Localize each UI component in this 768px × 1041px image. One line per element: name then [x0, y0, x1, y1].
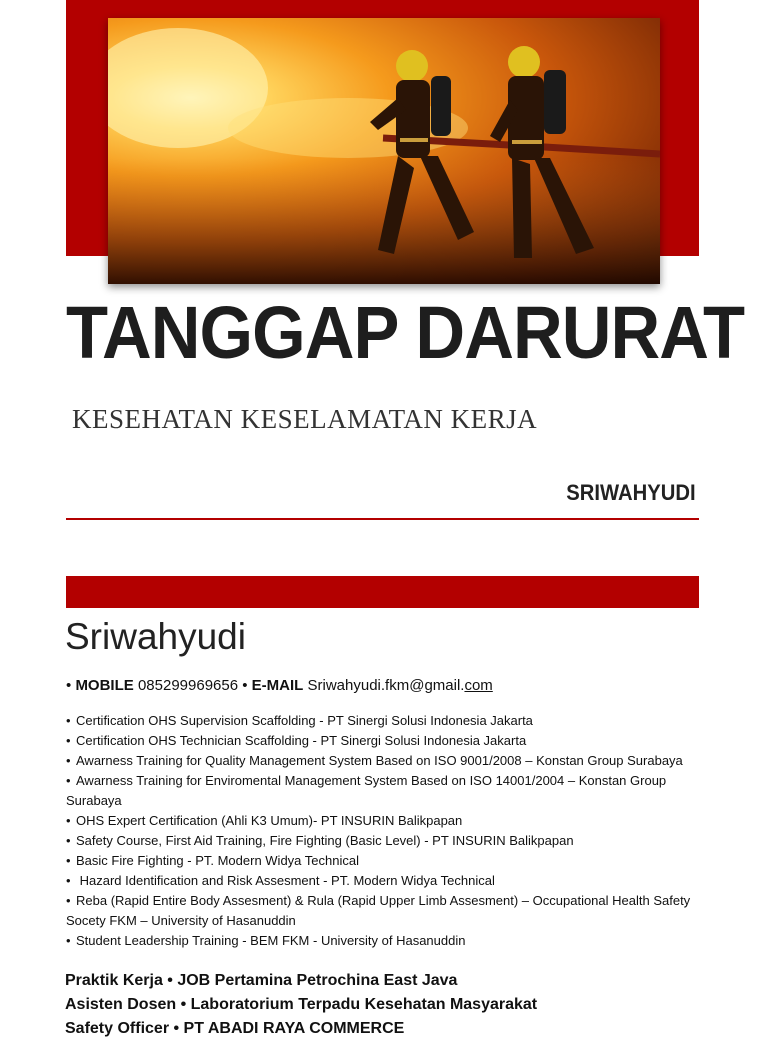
profile-red-bar: [66, 576, 699, 608]
certification-text: Safety Course, First Aid Training, Fire Fighting (Basic Level) - PT INSURIN Balikpapan: [76, 833, 574, 848]
cover-author: SRIWAHYUDI: [566, 480, 696, 505]
certification-text: Reba (Rapid Entire Body Assesment) & Rula (Rapid Upper Limb Assesment) – Occupational Health Safety Socety FKM – University of Hasanuddin: [66, 893, 691, 928]
email-label: E-MAIL: [251, 677, 304, 694]
experience-item: Praktik Kerja • JOB Pertamina Petrochina East Java: [65, 972, 458, 989]
certification-list: [66, 711, 716, 951]
certification-text: Awarness Training for Enviromental Management System Based on ISO 14001/2004 – Konstan Group Surabaya: [66, 773, 667, 808]
certification-text: Student Leadership Training - BEM FKM - University of Hasanuddin: [76, 933, 466, 948]
cover-subtitle: KESEHATAN KESELAMATAN KERJA: [72, 404, 538, 434]
list-item: • Awarness Training for Quality Management System Based on ISO 9001/2008 – Konstan Group Surabaya: [66, 753, 683, 768]
email-user-text: Sriwahyudi.fkm@gmail.: [307, 677, 465, 694]
experience-list: [65, 969, 537, 1041]
firefighter-illustration: [108, 18, 660, 284]
list-item: • Reba (Rapid Entire Body Assesment) & Rula (Rapid Upper Limb Assesment) – Occupational Health Safety Socety FKM – University of Hasanuddin: [66, 893, 691, 928]
cover-title: TANGGAP DARURAT: [66, 291, 745, 374]
contact-separator: •: [242, 677, 248, 694]
mobile-label: MOBILE: [75, 677, 134, 694]
list-item: • Student Leadership Training - BEM FKM - University of Hasanuddin: [66, 933, 466, 948]
cover-divider: [66, 518, 699, 520]
list-item: • Safety Course, First Aid Training, Fire Fighting (Basic Level) - PT INSURIN Balikpapan: [66, 833, 574, 848]
certification-text: Basic Fire Fighting - PT. Modern Widya Technical: [76, 853, 359, 868]
certification-text: OHS Expert Certification (Ahli K3 Umum)- PT INSURIN Balikpapan: [76, 813, 463, 828]
mobile-number: 085299969656: [137, 677, 239, 694]
certification-text: Hazard Identification and Risk Assesment - PT. Modern Widya Technical: [76, 873, 495, 888]
contact-bullet: •: [66, 677, 72, 694]
contact-line: [66, 677, 493, 694]
cover-photo-firefighters: [108, 18, 660, 284]
profile-name: Sriwahyudi: [65, 616, 246, 657]
list-item: • Certification OHS Supervision Scaffolding - PT Sinergi Solusi Indonesia Jakarta: [66, 713, 533, 728]
list-item: • Basic Fire Fighting - PT. Modern Widya Technical: [66, 853, 359, 868]
email-user: [308, 677, 493, 694]
certification-text: Certification OHS Supervision Scaffolding - PT Sinergi Solusi Indonesia Jakarta: [76, 713, 533, 728]
email-domain-link[interactable]: com: [464, 677, 493, 694]
list-item: • Hazard Identification and Risk Assesment - PT. Modern Widya Technical: [66, 873, 495, 888]
list-item: • Certification OHS Technician Scaffolding - PT Sinergi Solusi Indonesia Jakarta: [66, 733, 527, 748]
list-item: • OHS Expert Certification (Ahli K3 Umum)- PT INSURIN Balikpapan: [66, 813, 463, 828]
experience-item: Asisten Dosen • Laboratorium Terpadu Kesehatan Masyarakat: [65, 996, 538, 1013]
certification-text: Certification OHS Technician Scaffolding - PT Sinergi Solusi Indonesia Jakarta: [76, 733, 527, 748]
experience-item: Safety Officer • PT ABADI RAYA COMMERCE: [65, 1020, 405, 1037]
list-item: • Awarness Training for Enviromental Management System Based on ISO 14001/2004 – Konstan Group Surabaya: [66, 773, 667, 808]
certification-text: Awarness Training for Quality Management System Based on ISO 9001/2008 – Konstan Group Surabaya: [76, 753, 683, 768]
